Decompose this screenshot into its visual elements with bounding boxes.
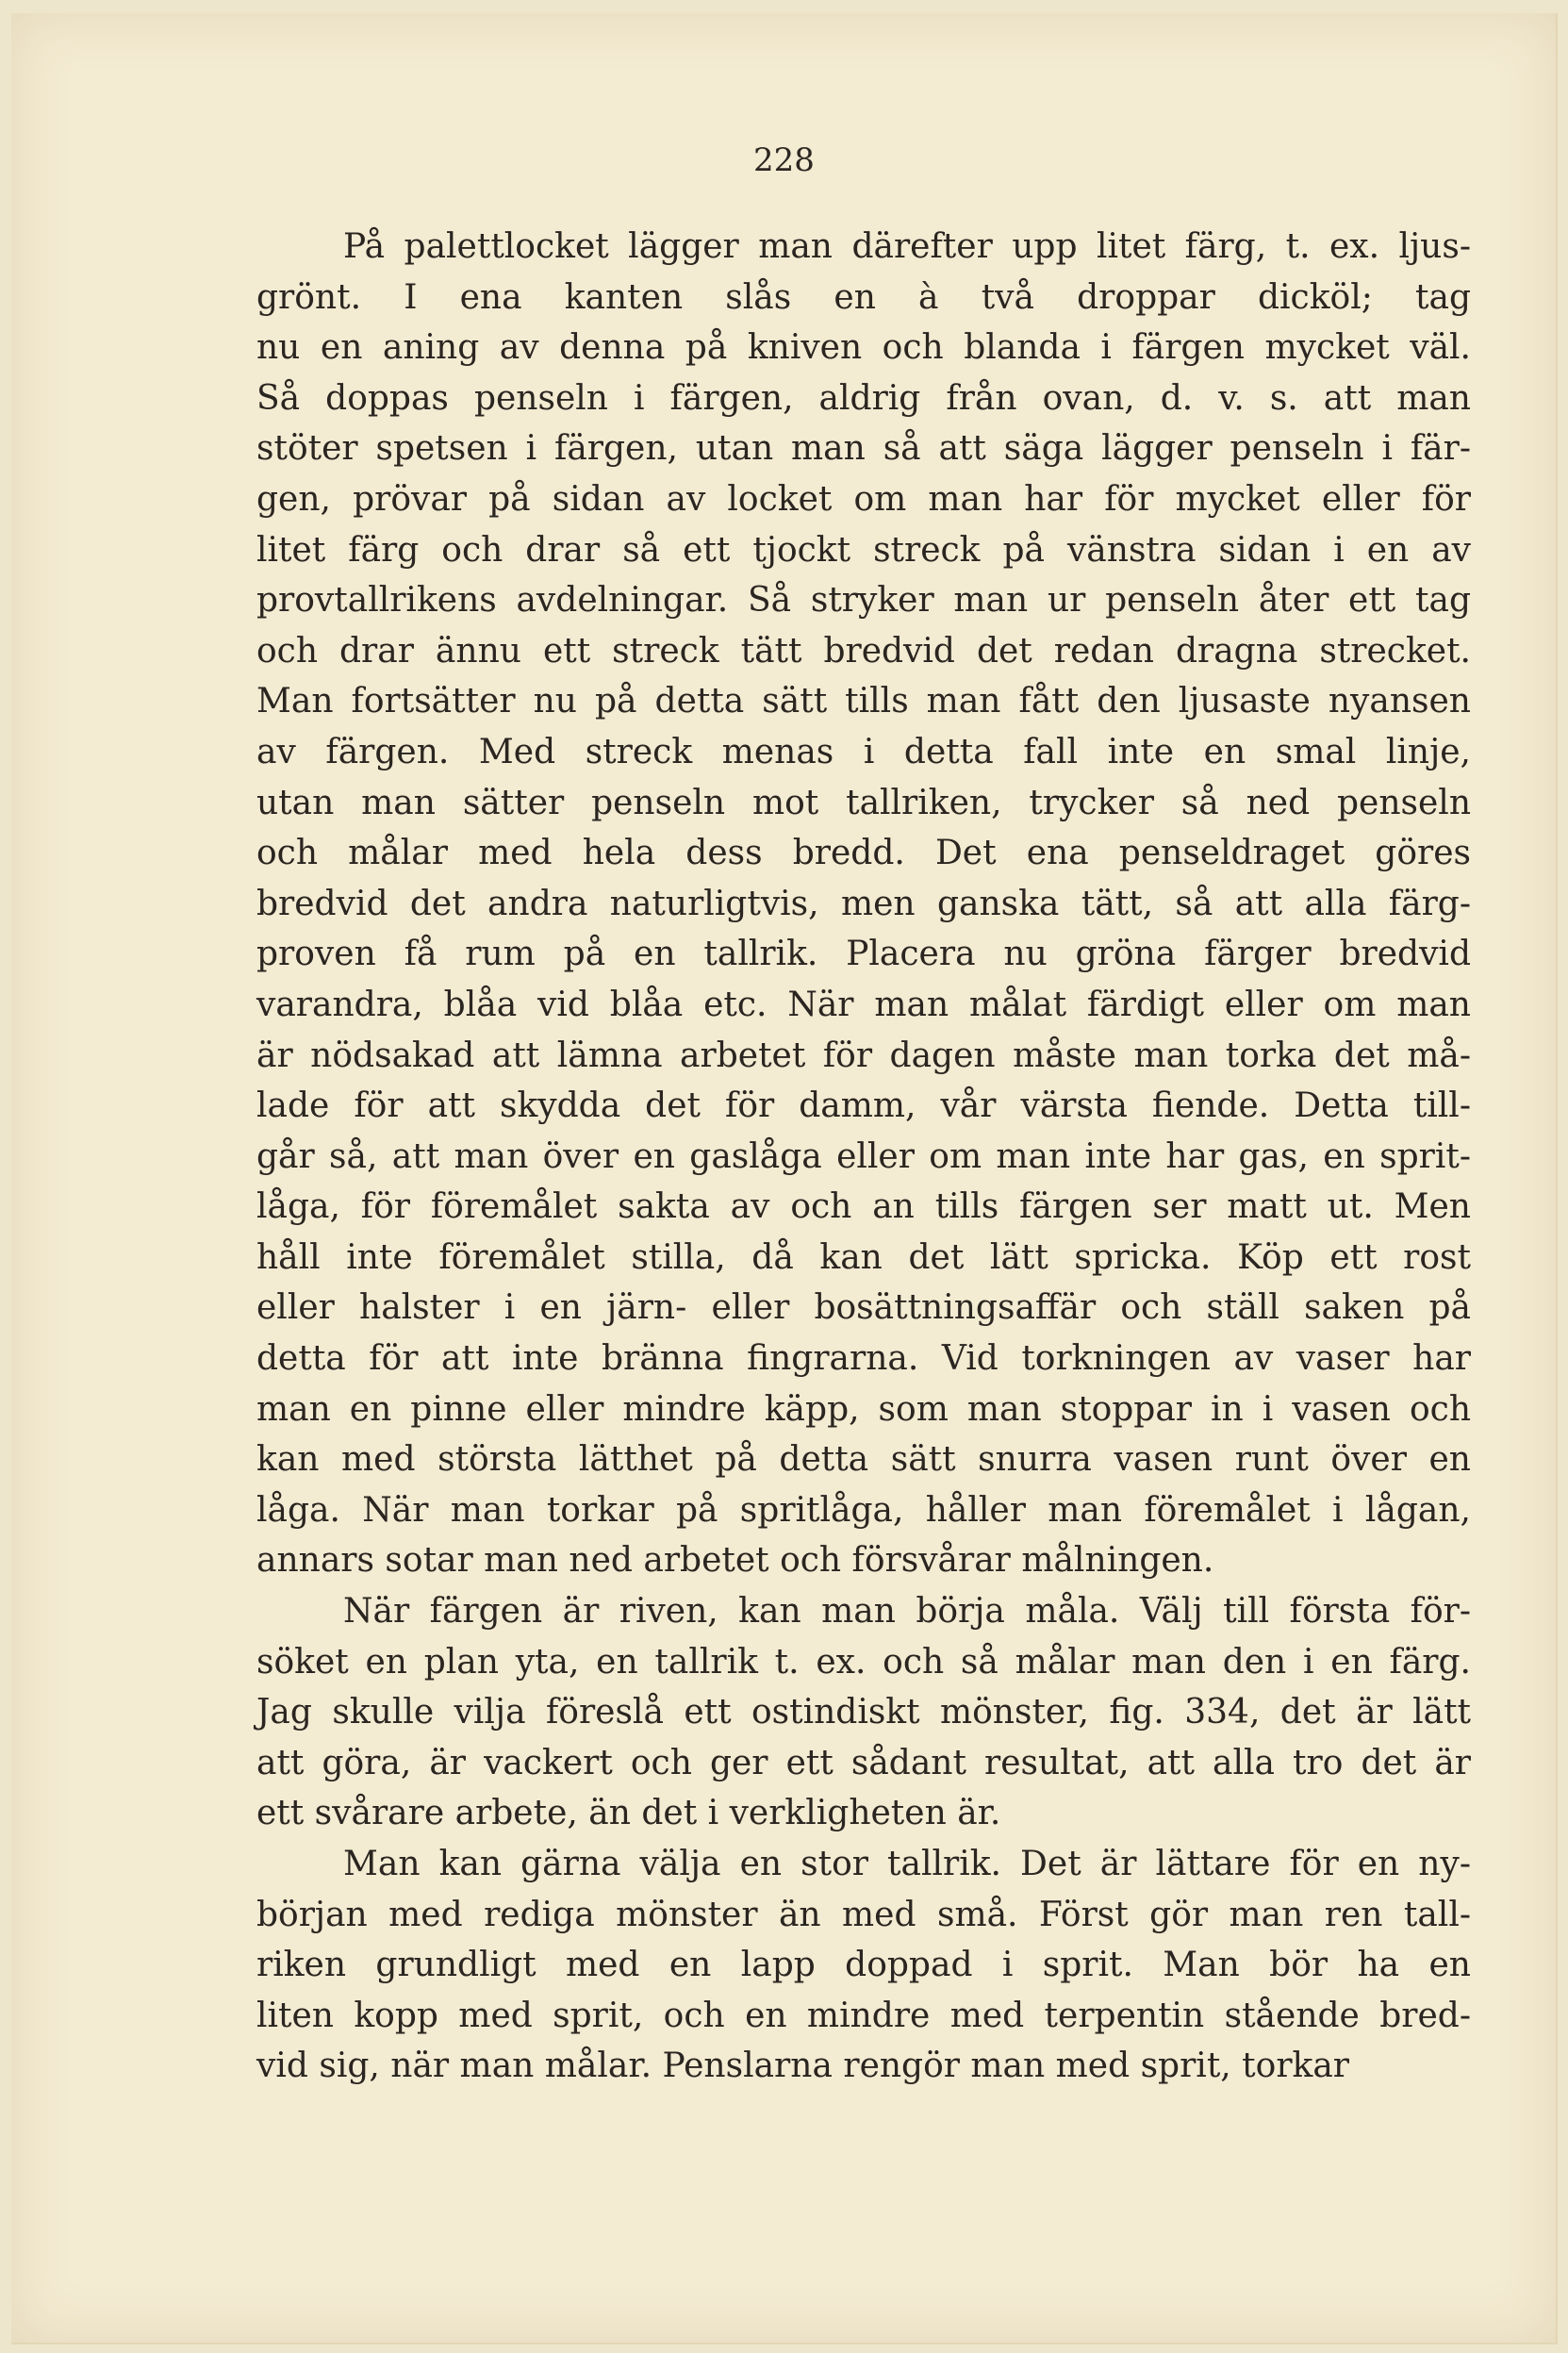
text-line: stöter spetsen i färgen, utan man så att säga lägger penseln i fär- (256, 429, 1471, 469)
text-line: nu en aning av denna på kniven och blanda i färgen mycket väl. (256, 328, 1471, 368)
text-line: söket en plan yta, en tallrik t. ex. och så målar man den i en färg. (256, 1642, 1471, 1682)
text-line: låga, för föremålet sakta av och an tills färgen ser matt ut. Men (256, 1187, 1471, 1227)
text-line: riken grundligt med en lapp doppad i sprit. Man bör ha en (256, 1946, 1471, 1985)
text-line: av färgen. Med streck menas i detta fall inte en smal linje, (256, 732, 1471, 771)
body-text (256, 222, 1471, 2092)
text-line: bredvid det andra naturligtvis, men ganska tätt, så att alla färg- (256, 884, 1471, 923)
text-line: litet färg och drar så ett tjockt streck på vänstra sidan i en av (256, 530, 1471, 570)
text-line: eller halster i en järn- eller bosättningsaffär och ställ saken på (256, 1288, 1471, 1328)
text-line: ett svårare arbete, än det i verkligheten är. (256, 1794, 1001, 1833)
text-line: att göra, är vackert och ger ett sådant resultat, att alla tro det är (256, 1743, 1471, 1782)
text-line: gen, prövar på sidan av locket om man har för mycket eller för (256, 479, 1471, 519)
text-line: provtallrikens avdelningar. Så stryker man ur penseln åter ett tag (256, 581, 1471, 621)
text-line: håll inte föremålet stilla, då kan det lätt spricka. Köp ett rost (256, 1237, 1471, 1277)
paragraph-2 (256, 1586, 1471, 1839)
text-line: är nödsakad att lämna arbetet för dagen måste man torka det må- (256, 1036, 1471, 1075)
text-line: och drar ännu ett streck tätt bredvid det redan dragna strecket. (256, 631, 1471, 671)
text-line: När färgen är riven, kan man börja måla. Välj till första för- (343, 1592, 1471, 1632)
text-line: början med rediga mönster än med små. Först gör man ren tall- (256, 1895, 1471, 1934)
text-line: kan med största lätthet på detta sätt snurra vasen runt över en (256, 1440, 1471, 1480)
text-line: annars sotar man ned arbetet och försvårar målningen. (256, 1541, 1214, 1581)
text-line: detta för att inte bränna fingrarna. Vid torkningen av vaser har (256, 1339, 1471, 1379)
page-number: 228 (753, 141, 815, 179)
text-line: varandra, blåa vid blåa etc. När man målat färdigt eller om man (256, 985, 1471, 1024)
text-line: Man fortsätter nu på detta sätt tills man fått den ljusaste nyansen (256, 682, 1471, 721)
text-line: Så doppas penseln i färgen, aldrig från ovan, d. v. s. att man (256, 378, 1471, 418)
text-line: låga. När man torkar på spritlåga, håller man föremålet i lågan, (256, 1490, 1471, 1530)
text-line: och målar med hela dess bredd. Det ena penseldraget göres (256, 834, 1471, 873)
paragraph-3 (256, 1839, 1471, 2092)
text-line: grönt. I ena kanten slås en à två droppar dicköl; tag (256, 277, 1471, 317)
text-line: man en pinne eller mindre käpp, som man stoppar in i vasen och (256, 1389, 1471, 1429)
text-line: Man kan gärna välja en stor tallrik. Det är lättare för en ny- (343, 1845, 1471, 1883)
paragraph-1 (256, 222, 1471, 1586)
text-line: vid sig, när man målar. Penslarna rengör man med sprit, torkar (256, 2046, 1350, 2086)
text-line: På palettlocket lägger man därefter upp litet färg, t. ex. ljus- (343, 227, 1471, 266)
text-line: liten kopp med sprit, och en mindre med terpentin stående bred- (256, 1996, 1471, 2035)
text-line: proven få rum på en tallrik. Placera nu gröna färger bredvid (256, 935, 1471, 974)
text-line: lade för att skydda det för damm, vår värsta fiende. Detta till- (256, 1086, 1471, 1126)
text-line: utan man sätter penseln mot tallriken, trycker så ned penseln (256, 783, 1471, 822)
text-line: Jag skulle vilja föreslå ett ostindiskt mönster, fig. 334, det är lätt (256, 1693, 1471, 1732)
text-line: går så, att man över en gaslåga eller om man inte har gas, en sprit- (256, 1136, 1471, 1176)
